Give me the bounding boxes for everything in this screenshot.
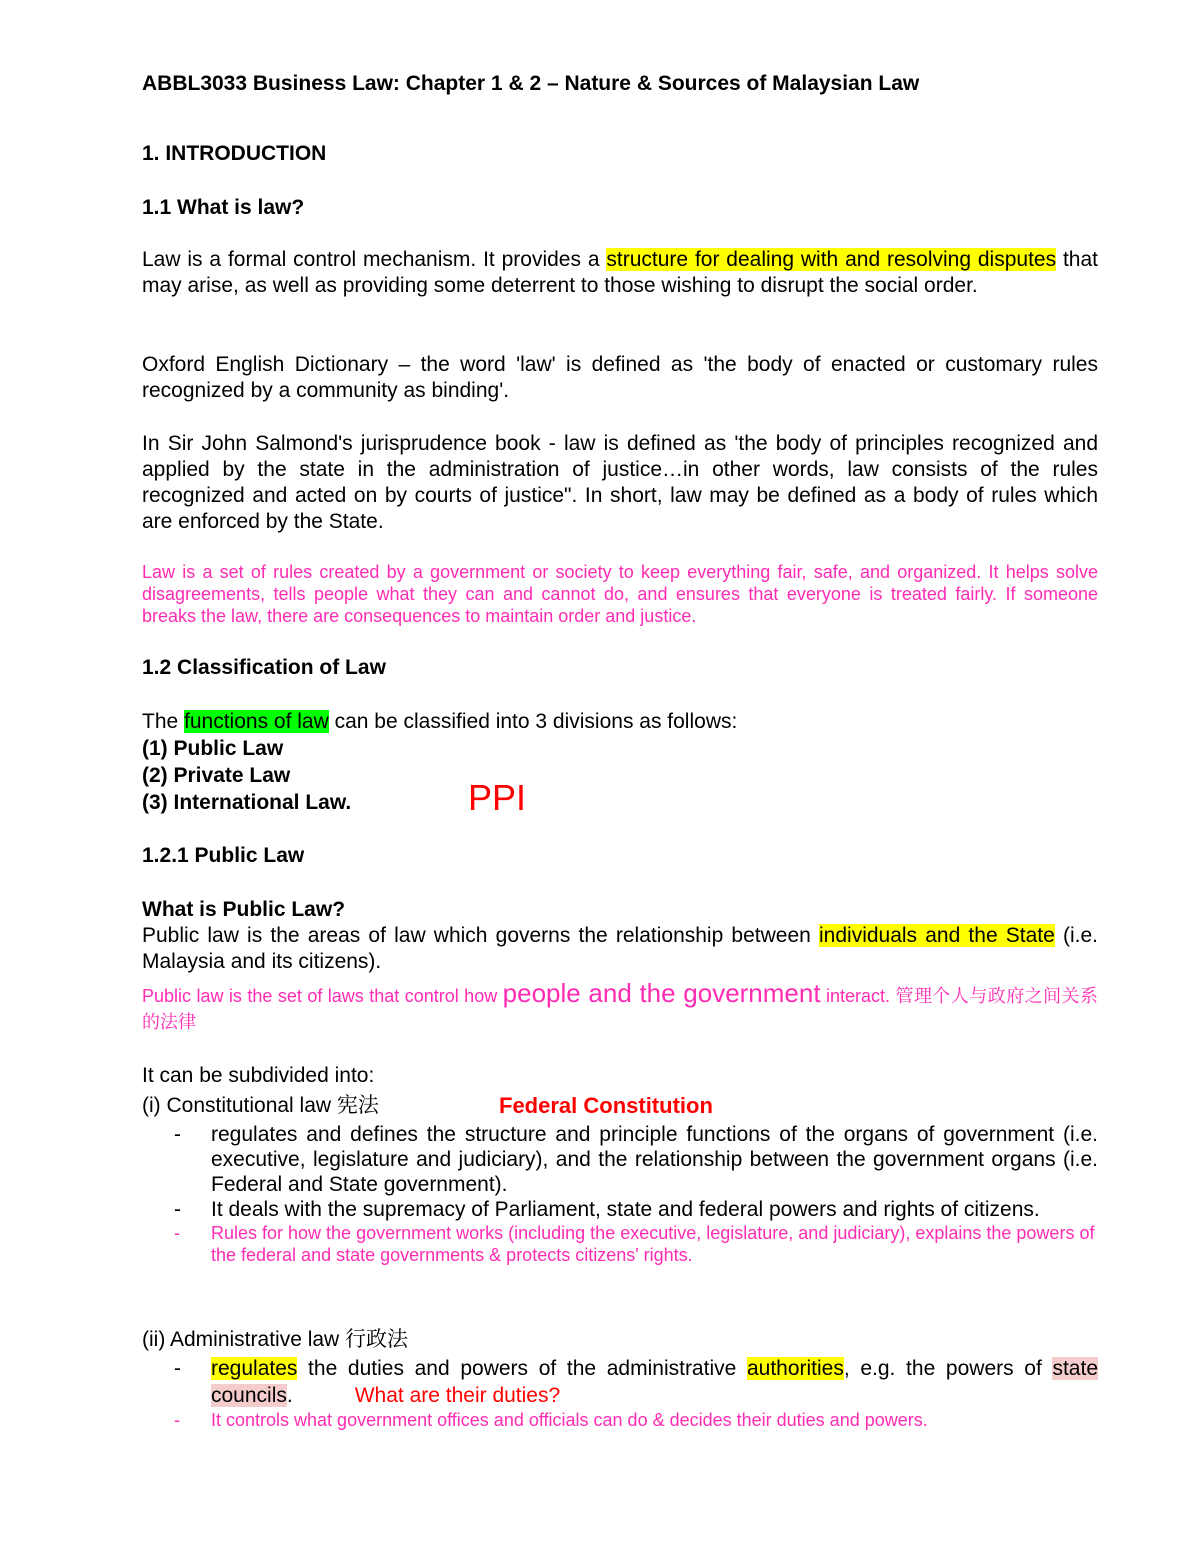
bullet-dash: - (174, 1223, 180, 1243)
list-item (174, 1122, 1098, 1197)
text: (i.e. Malaysia and its citizens). (142, 924, 1099, 973)
constitutional-law-list (174, 1122, 1098, 1266)
bullet-dash: - (174, 1198, 181, 1221)
bullet-dash: - (174, 1410, 180, 1430)
list-item-text: It deals with the supremacy of Parliament, state and federal powers and rights of citizens. (211, 1198, 1040, 1221)
list-item (174, 1355, 1098, 1409)
emphasis-text: people and the government (502, 978, 821, 1008)
paragraph-public-law-definition (142, 923, 1098, 975)
division-private-law: (2) Private Law (142, 764, 291, 787)
text: Public law is the areas of law which governs the relationship between (142, 924, 819, 947)
paragraph-law-definition (142, 247, 1098, 299)
paragraph-salmond-definition: In Sir John Salmond's jurisprudence book - law is defined as 'the body of principles recognized and applied by the state in the administration of justice…in other words, law consists of the rules recognized and acted on by courts of justice". In short, law may be defined as a body of rules which are enforced by the State. (142, 432, 1098, 533)
list-item (174, 1222, 1098, 1266)
text: interact. 管理个人与政府之间关系的法律 (142, 986, 1098, 1032)
text: Public law is the set of laws that control how (142, 986, 503, 1006)
highlight-text: state councils (211, 1357, 1098, 1407)
text: The (142, 710, 185, 733)
highlight-text: individuals and the State (819, 924, 1055, 947)
annotation-public-law (142, 980, 1098, 1035)
text: , e.g. the powers of (843, 1357, 1053, 1380)
list-item-text: Rules for how the government works (including the executive, legislature, and judiciary), explains the powers of the federal and state governments & protects citizens' rights. (211, 1223, 1095, 1265)
subheading-constitutional-law: (i) Constitutional law 宪法 (142, 1094, 379, 1117)
subheading-administrative-law: (ii) Administrative law 行政法 (142, 1328, 409, 1351)
paragraph-oxford-definition: Oxford English Dictionary – the word 'law' is defined as 'the body of enacted or customary rules recognized by a community as binding'. (142, 353, 1098, 402)
paragraph-classification-intro (142, 709, 737, 735)
heading-public-law: 1.2.1 Public Law (142, 844, 305, 867)
list-item (174, 1409, 1098, 1431)
text: Law is a formal control mechanism. It provides a (142, 248, 607, 271)
administrative-law-list (174, 1355, 1098, 1431)
list-item-text: It controls what government offices and officials can do & decides their duties and powers. (211, 1410, 928, 1430)
heading-what-is-public-law: What is Public Law? (142, 898, 346, 921)
heading-classification: 1.2 Classification of Law (142, 656, 386, 679)
text: can be classified into 3 divisions as follows: (328, 710, 738, 733)
text: that may arise, as well as providing some deterrent to those wishing to disrupt the social order. (142, 248, 1098, 297)
highlight-text: regulates (211, 1357, 298, 1380)
annotation-ppi: PPI (468, 777, 527, 818)
heading-what-is-law: 1.1 What is law? (142, 196, 305, 219)
division-public-law: (1) Public Law (142, 737, 284, 760)
annotation-question: What are their duties? (354, 1384, 561, 1407)
list-item (174, 1197, 1098, 1222)
text: the duties and powers of the administrative (297, 1357, 747, 1380)
heading-introduction: 1. INTRODUCTION (142, 142, 327, 165)
list-item-text: regulates and defines the structure and principle functions of the organs of government (i.e. executive, legislature and judiciary), and the relationship between the government organs (i.e. Federal and State government). (211, 1123, 1098, 1196)
highlight-text: functions of law (184, 710, 329, 733)
annotation-federal-constitution: Federal Constitution (499, 1093, 713, 1118)
division-international-law: (3) International Law. (142, 791, 352, 814)
bullet-dash: - (174, 1123, 181, 1146)
annotation-law-summary: Law is a set of rules created by a government or society to keep everything fair, safe, and organized. It helps solve disagreements, tells people what they can and cannot do, and ensures that everyone is treated fairly. If someone breaks the law, there are consequences to maintain order and justice. (142, 562, 1098, 626)
highlight-text: authorities (746, 1357, 844, 1380)
text: . (286, 1384, 293, 1407)
document-title: ABBL3033 Business Law: Chapter 1 & 2 – Nature & Sources of Malaysian Law (142, 72, 920, 95)
paragraph-subdivided: It can be subdivided into: (142, 1064, 375, 1087)
highlight-text: structure for dealing with and resolving disputes (606, 248, 1057, 271)
bullet-dash: - (174, 1357, 181, 1380)
